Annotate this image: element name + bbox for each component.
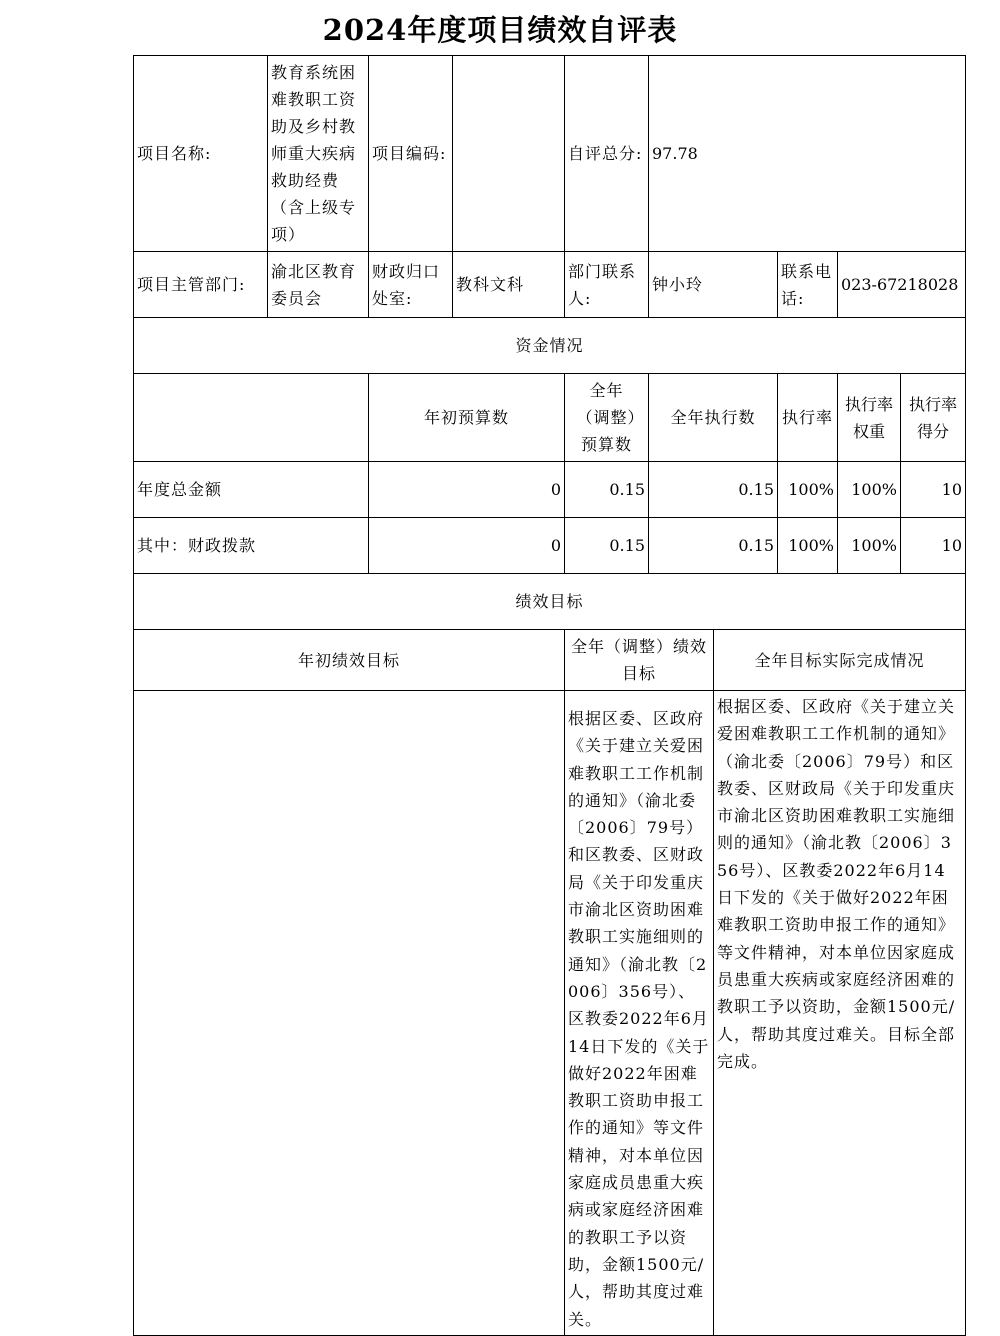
funds-initial: 0: [369, 518, 565, 574]
funds-header-adjusted: 全年（调整）预算数: [565, 374, 649, 462]
finance-office-label: 财政归口处室:: [369, 252, 453, 318]
funds-row-label: 年度总金额: [134, 462, 369, 518]
goals-header-row: [134, 630, 966, 691]
phone-value: 023-67218028: [838, 252, 966, 318]
funds-weight: 100%: [838, 462, 901, 518]
funds-header-initial: 年初预算数: [369, 374, 565, 462]
funds-section-title: 资金情况: [134, 318, 966, 374]
department-row: [134, 252, 966, 318]
goals-header-adjusted: 全年（调整）绩效目标: [565, 630, 714, 691]
funds-adjusted: 0.15: [565, 518, 649, 574]
dept-value: 渝北区教育委员会: [268, 252, 369, 318]
funds-header-score: 执行率得分: [901, 374, 966, 462]
funds-rate: 100%: [778, 518, 838, 574]
contact-label: 部门联系人:: [565, 252, 649, 318]
self-score-label: 自评总分:: [565, 56, 649, 252]
project-name-value: 教育系统困难教职工资助及乡村教师重大疾病救助经费（含上级专项）: [268, 56, 369, 252]
page-title: 2024年度项目绩效自评表: [322, 13, 678, 47]
funds-header-weight: 执行率权重: [838, 374, 901, 462]
goals-actual-text: 根据区委、区政府《关于建立关爱困难教职工工作机制的通知》（渝北委〔2006〕79号）和区教委、区财政局《关于印发重庆市渝北区资助困难教职工实施细则的通知》（渝北教〔2006〕356号）、区教委2022年6月14日下发的《关于做好2022年困难教职工资助申报工作的通知》等文件精神，对本单位因家庭成员患重大疾病或家庭经济困难的教职工予以资助，金额1500元/人，帮助其度过难关。目标全部完成。: [714, 691, 966, 1336]
funds-score: 10: [901, 462, 966, 518]
goals-header-actual: 全年目标实际完成情况: [714, 630, 966, 691]
funds-initial: 0: [369, 462, 565, 518]
funds-rate: 100%: [778, 462, 838, 518]
goals-header-initial: 年初绩效目标: [134, 630, 565, 691]
dept-label: 项目主管部门:: [134, 252, 268, 318]
funds-weight: 100%: [838, 518, 901, 574]
funds-row-fiscal: [134, 518, 966, 574]
funds-row-total: [134, 462, 966, 518]
project-code-value: [453, 56, 565, 252]
goals-section-title: 绩效目标: [134, 574, 966, 630]
goals-content-row: [134, 691, 966, 1336]
project-name-label: 项目名称:: [134, 56, 268, 252]
funds-header-rate: 执行率: [778, 374, 838, 462]
funds-header-row: [134, 374, 966, 462]
finance-office-value: 教科文科: [453, 252, 565, 318]
goals-adjusted-text: 根据区委、区政府《关于建立关爱困难教职工工作机制的通知》（渝北委〔2006〕79号）和区教委、区财政局《关于印发重庆市渝北区资助困难教职工实施细则的通知》（渝北教〔2006〕356号）、区教委2022年6月14日下发的《关于做好2022年困难教职工资助申报工作的通知》等文件精神，对本单位因家庭成员患重大疾病或家庭经济困难的教职工予以资助，金额1500元/人，帮助其度过难关。: [565, 691, 714, 1336]
phone-label: 联系电话:: [778, 252, 838, 318]
evaluation-table: [133, 55, 966, 1336]
funds-header-executed: 全年执行数: [649, 374, 778, 462]
project-code-label: 项目编码:: [369, 56, 453, 252]
funds-header-blank: [134, 374, 369, 462]
funds-executed: 0.15: [649, 518, 778, 574]
funds-score: 10: [901, 518, 966, 574]
funds-row-label: 其中：财政拨款: [134, 518, 369, 574]
goals-initial-text: [134, 691, 565, 1336]
contact-value: 钟小玲: [649, 252, 778, 318]
funds-adjusted: 0.15: [565, 462, 649, 518]
project-info-row: [134, 56, 966, 252]
funds-executed: 0.15: [649, 462, 778, 518]
self-score-value: 97.78: [649, 56, 966, 252]
